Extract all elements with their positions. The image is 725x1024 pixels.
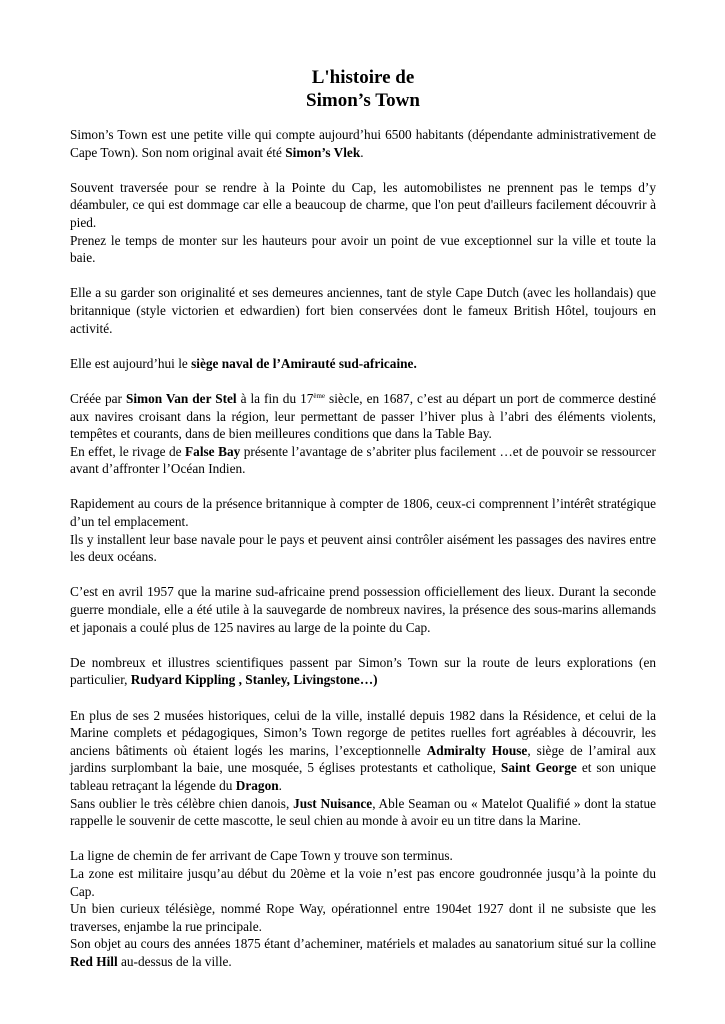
bold-term: Red Hill (70, 953, 118, 969)
bold-term: Simon’s Vlek (285, 144, 361, 160)
paragraph-crossing: Souvent traversée pour se rendre à la Pointe du Cap, les automobilistes ne prennent pas le temps d’y déambuler, ce qui est dommage car elle a beaucoup de charme, que l'on peut d'ailleurs facilement découvrir à pied. (70, 179, 656, 230)
paragraph-military-zone: La zone est militaire jusqu’au début du 20ème et la voie n’est pas encore goudronnée jusqu’à la pointe du Cap. (70, 865, 656, 899)
paragraph-rope-way: Un bien curieux télésiège, nommé Rope Way, opérationnel entre 1904et 1927 dont il ne subsiste que les traverses, enjambe la rue principale. (70, 901, 656, 934)
paragraph-british: Rapidement au cours de la présence britannique à compter de 1806, ceux-ci comprennent l’intérêt stratégique d’un tel emplacement. (70, 496, 656, 530)
paragraph-naval-base: Ils y installent leur base navale pour le pays et peuvent ainsi contrôler aisément les passages des navires entre les deux océans. (70, 531, 656, 565)
paragraph-heights: Prenez le temps de monter sur les hauteurs pour avoir un point de vue exceptionnel sur la ville et toute la baie. (70, 232, 656, 266)
paragraph-just-nuisance: Sans oublier le très célèbre chien danois, Just Nuisance, Able Seaman ou « Matelot Qualifié » dont la statue rappelle le souvenir de cette mascotte, le seul chien au monde à avoir eu un titre dans la Marine. (70, 795, 657, 829)
paragraph-red-hill: Son objet au cours des années 1875 étant d’acheminer, matériels et malades au sanatorium situé sur la colline Red Hill au-dessus de la ville. (70, 936, 656, 969)
bold-term: Dragon (235, 777, 279, 793)
title-line-2: Simon’s Town (306, 90, 420, 111)
paragraph-naval-seat: Elle est aujourd’hui le siège naval de l’Amirauté sud-africaine. (70, 355, 417, 371)
title-line-1: L'histoire de (311, 67, 415, 88)
paragraph-scientists: De nombreux et illustres scientifiques passent par Simon’s Town sur la route de leurs explorations (en particulier, Rudyard Kippling , Stanley, Livingstone…) (70, 654, 656, 688)
document-page (70, 66, 656, 971)
bold-term: Rudyard Kippling , Stanley, Livingstone…) (130, 672, 378, 688)
bold-term: Just Nuisance (293, 795, 373, 811)
paragraph-railway: La ligne de chemin de fer arrivant de Cape Town y trouve son terminus. (70, 848, 453, 864)
paragraph-founding: Créée par Simon Van der Stel à la fin du 17ème siècle, en 1687, c’est au départ un port de commerce destiné aux navires croisant dans la région, leur permettant de passer l’hiver plus à l’abri des éléments violents, tempêtes et courants, dans de bien meilleures conditions que dans la Table Bay. (70, 390, 656, 442)
paragraph-false-bay: En effet, le rivage de False Bay présente l’avantage de s’abriter plus facilement …et de pouvoir se ressourcer avant d’affronter l’Océan Indien. (70, 443, 656, 477)
paragraph-museums: En plus de ses 2 musées historiques, celui de la ville, installé depuis 1982 dans la Résidence, et celui de la Marine complets et pédagogiques, Simon’s Town regorge de petites ruelles fort agréables à découvrir, les anciens bâtiments où étaient logés les marins, l’exceptionnelle Admiralty House, siège de l’amiral aux jardins surplombant la baie, une mosquée, 5 églises protestants et catholique, Saint George et son unique tableau retraçant la légende du Dragon. (70, 707, 657, 793)
bold-term: siège naval de l’Amirauté sud-africaine. (191, 355, 417, 371)
bold-term: False Bay (185, 443, 241, 459)
bold-term: Admiralty House (426, 742, 528, 758)
bold-term: Saint George (500, 760, 577, 776)
paragraph-architecture: Elle a su garder son originalité et ses demeures anciennes, tant de style Cape Dutch (avec les hollandais) que britannique (style victorien et edwardien) fort bien conservées dont le fameux British Hôtel, toujours en activité. (70, 285, 656, 336)
page-title (70, 66, 656, 112)
bold-term: Simon Van der Stel (125, 390, 237, 406)
superscript: ème (313, 391, 326, 400)
paragraph-intro: Simon’s Town est une petite ville qui compte aujourd’hui 6500 habitants (dépendante administrativement de Cape Town). Son nom original avait été Simon’s Vlek. (70, 127, 656, 160)
paragraph-1957: C’est en avril 1957 que la marine sud-africaine prend possession officiellement des lieux. Durant la seconde guerre mondiale, elle a été utile à la sauvegarde de nombreux navires, la présence des sous-marins allemands et japonais a coulé plus de 125 navires au large de la pointe du Cap. (70, 584, 656, 635)
